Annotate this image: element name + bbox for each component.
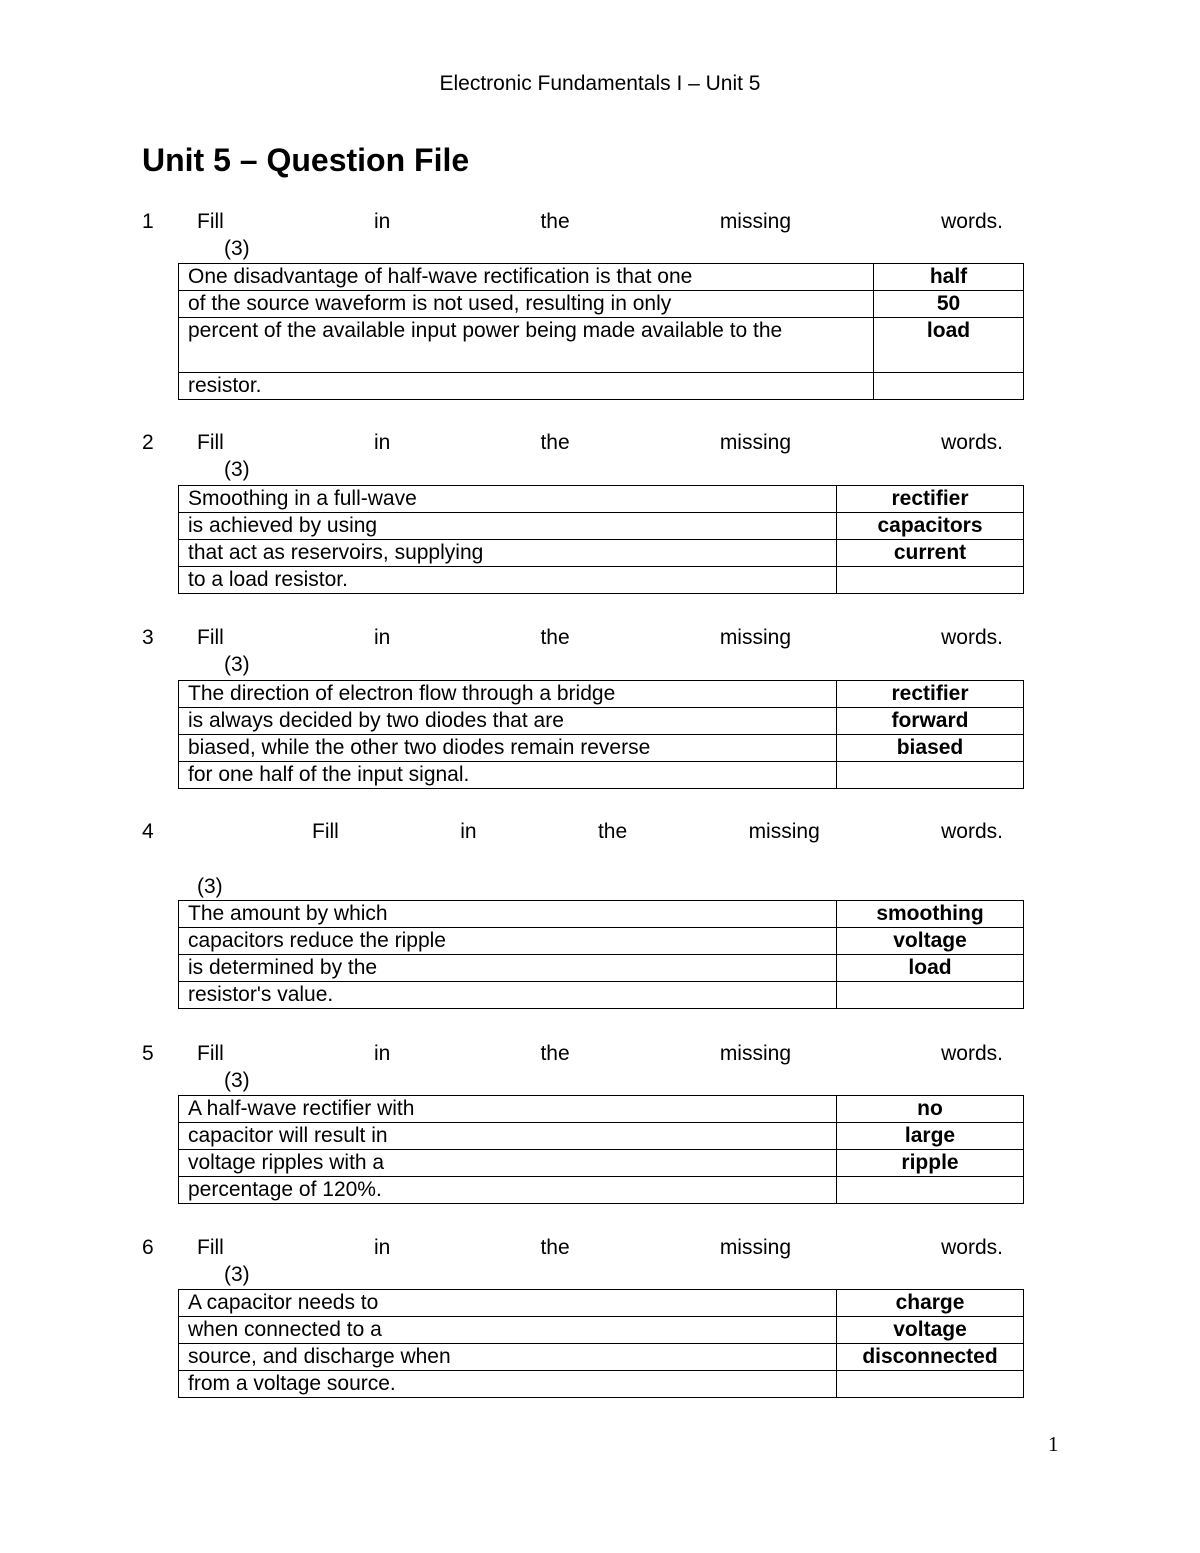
table-row (179, 1317, 1024, 1344)
instruction-word: missing (719, 1236, 791, 1259)
answer-cell (837, 1177, 1024, 1204)
sentence-cell: from a voltage source. (179, 1371, 837, 1398)
question-prompt (0, 820, 1200, 848)
question-marks: (3) (224, 458, 250, 481)
table-row (179, 513, 1024, 540)
answer-cell: voltage (837, 1317, 1024, 1344)
table-row (179, 735, 1024, 762)
sentence-cell: that act as reservoirs, supplying (179, 540, 837, 567)
instruction-word: in (373, 431, 391, 454)
table-row (179, 1290, 1024, 1317)
instruction-word: Fill (312, 820, 339, 843)
sentence-cell: resistor's value. (179, 982, 837, 1009)
question-marks: (3) (224, 237, 250, 260)
answer-cell: rectifier (837, 486, 1024, 513)
table-row (179, 1371, 1024, 1398)
answer-cell (837, 567, 1024, 594)
table-row (179, 708, 1024, 735)
question-number: 5 (142, 1042, 154, 1065)
question-1 (0, 210, 1200, 397)
instruction-word: words. (941, 1042, 1003, 1065)
answer-cell (874, 373, 1024, 400)
question-instruction (197, 1236, 1003, 1260)
question-4 (0, 820, 1200, 1006)
answer-cell: biased (837, 735, 1024, 762)
question-instruction (312, 820, 1003, 844)
question-number: 3 (142, 626, 154, 649)
instruction-word: the (540, 1236, 570, 1259)
sentence-cell: capacitor will result in (179, 1123, 837, 1150)
answer-table (178, 1095, 1024, 1204)
answer-cell (837, 982, 1024, 1009)
answer-cell: load (874, 318, 1024, 373)
answer-cell: no (837, 1096, 1024, 1123)
sentence-cell: capacitors reduce the ripple (179, 928, 837, 955)
sentence-cell: One disadvantage of half-wave rectification is that one (179, 264, 874, 291)
instruction-word: missing (748, 820, 820, 843)
instruction-word: Fill (197, 431, 224, 454)
page-title: Unit 5 – Question File (142, 142, 470, 178)
question-3 (0, 626, 1200, 786)
instruction-word: Fill (197, 1042, 224, 1065)
instruction-word: the (540, 626, 570, 649)
instruction-word: the (540, 210, 570, 233)
instruction-word: in (373, 210, 391, 233)
question-instruction (197, 431, 1003, 455)
sentence-cell: A capacitor needs to (179, 1290, 837, 1317)
sentence-cell: is determined by the (179, 955, 837, 982)
sentence-cell: is always decided by two diodes that are (179, 708, 837, 735)
answer-cell: charge (837, 1290, 1024, 1317)
question-marks: (3) (224, 1263, 250, 1286)
table-row (179, 762, 1024, 789)
question-instruction (197, 626, 1003, 650)
sentence-cell: source, and discharge when (179, 1344, 837, 1371)
instruction-word: in (373, 626, 391, 649)
answer-table (178, 485, 1024, 594)
instruction-word: missing (719, 1042, 791, 1065)
table-row (179, 955, 1024, 982)
table-row (179, 1177, 1024, 1204)
sentence-cell: of the source waveform is not used, resulting in only (179, 291, 874, 318)
question-prompt (0, 210, 1200, 238)
table-row (179, 928, 1024, 955)
table-row (179, 373, 1024, 400)
question-number: 4 (142, 820, 154, 843)
answer-table (178, 263, 1024, 400)
question-number: 6 (142, 1236, 154, 1259)
instruction-word: in (373, 1236, 391, 1259)
answer-table (178, 1289, 1024, 1398)
answer-cell: forward (837, 708, 1024, 735)
instruction-word: the (540, 1042, 570, 1065)
table-row (179, 901, 1024, 928)
answer-table (178, 680, 1024, 789)
answer-cell: 50 (874, 291, 1024, 318)
instruction-word: missing (719, 626, 791, 649)
answer-cell: load (837, 955, 1024, 982)
instruction-word: words. (941, 820, 1003, 843)
sentence-cell: for one half of the input signal. (179, 762, 837, 789)
table-row (179, 681, 1024, 708)
answer-cell: rectifier (837, 681, 1024, 708)
answer-cell: smoothing (837, 901, 1024, 928)
table-row (179, 1123, 1024, 1150)
answer-cell: ripple (837, 1150, 1024, 1177)
question-6 (0, 1236, 1200, 1395)
instruction-word: words. (941, 626, 1003, 649)
answer-cell: capacitors (837, 513, 1024, 540)
table-row (179, 318, 1024, 373)
table-row (179, 291, 1024, 318)
question-marks: (3) (197, 875, 223, 898)
sentence-cell: voltage ripples with a (179, 1150, 837, 1177)
sentence-cell: Smoothing in a full-wave (179, 486, 837, 513)
sentence-cell: to a load resistor. (179, 567, 837, 594)
question-prompt (0, 431, 1200, 459)
sentence-cell: A half-wave rectifier with (179, 1096, 837, 1123)
question-prompt (0, 626, 1200, 654)
question-number: 2 (142, 431, 154, 454)
instruction-word: the (540, 431, 570, 454)
sentence-cell: resistor. (179, 373, 874, 400)
answer-cell: current (837, 540, 1024, 567)
sentence-cell: The direction of electron flow through a bridge (179, 681, 837, 708)
sentence-cell: percent of the available input power being made available to the (179, 318, 874, 373)
table-row (179, 1344, 1024, 1371)
running-header: Electronic Fundamentals I – Unit 5 (439, 72, 761, 95)
question-marks: (3) (224, 653, 250, 676)
answer-cell: voltage (837, 928, 1024, 955)
table-row (179, 1150, 1024, 1177)
instruction-word: in (373, 1042, 391, 1065)
instruction-word: Fill (197, 626, 224, 649)
answer-cell: half (874, 264, 1024, 291)
table-row (179, 264, 1024, 291)
answer-cell: large (837, 1123, 1024, 1150)
answer-table (178, 900, 1024, 1009)
answer-cell (837, 762, 1024, 789)
instruction-word: words. (941, 431, 1003, 454)
instruction-word: the (597, 820, 628, 843)
table-row (179, 982, 1024, 1009)
answer-cell: disconnected (837, 1344, 1024, 1371)
sentence-cell: percentage of 120%. (179, 1177, 837, 1204)
instruction-word: missing (719, 431, 791, 454)
table-row (179, 1096, 1024, 1123)
question-2 (0, 431, 1200, 591)
instruction-word: words. (941, 1236, 1003, 1259)
question-5 (0, 1042, 1200, 1201)
sentence-cell: The amount by which (179, 901, 837, 928)
instruction-word: missing (719, 210, 791, 233)
table-row (179, 486, 1024, 513)
question-number: 1 (142, 210, 154, 233)
sentence-cell: biased, while the other two diodes remain reverse (179, 735, 837, 762)
instruction-word: in (460, 820, 477, 843)
instruction-word: Fill (197, 1236, 224, 1259)
instruction-word: Fill (197, 210, 224, 233)
answer-cell (837, 1371, 1024, 1398)
question-instruction (197, 1042, 1003, 1066)
table-row (179, 540, 1024, 567)
sentence-cell: when connected to a (179, 1317, 837, 1344)
question-prompt (0, 1042, 1200, 1070)
instruction-word: words. (941, 210, 1003, 233)
question-prompt (0, 1236, 1200, 1264)
sentence-cell: is achieved by using (179, 513, 837, 540)
question-marks: (3) (224, 1069, 250, 1092)
question-instruction (197, 210, 1003, 234)
page-number: 1 (1048, 1432, 1059, 1456)
table-row (179, 567, 1024, 594)
